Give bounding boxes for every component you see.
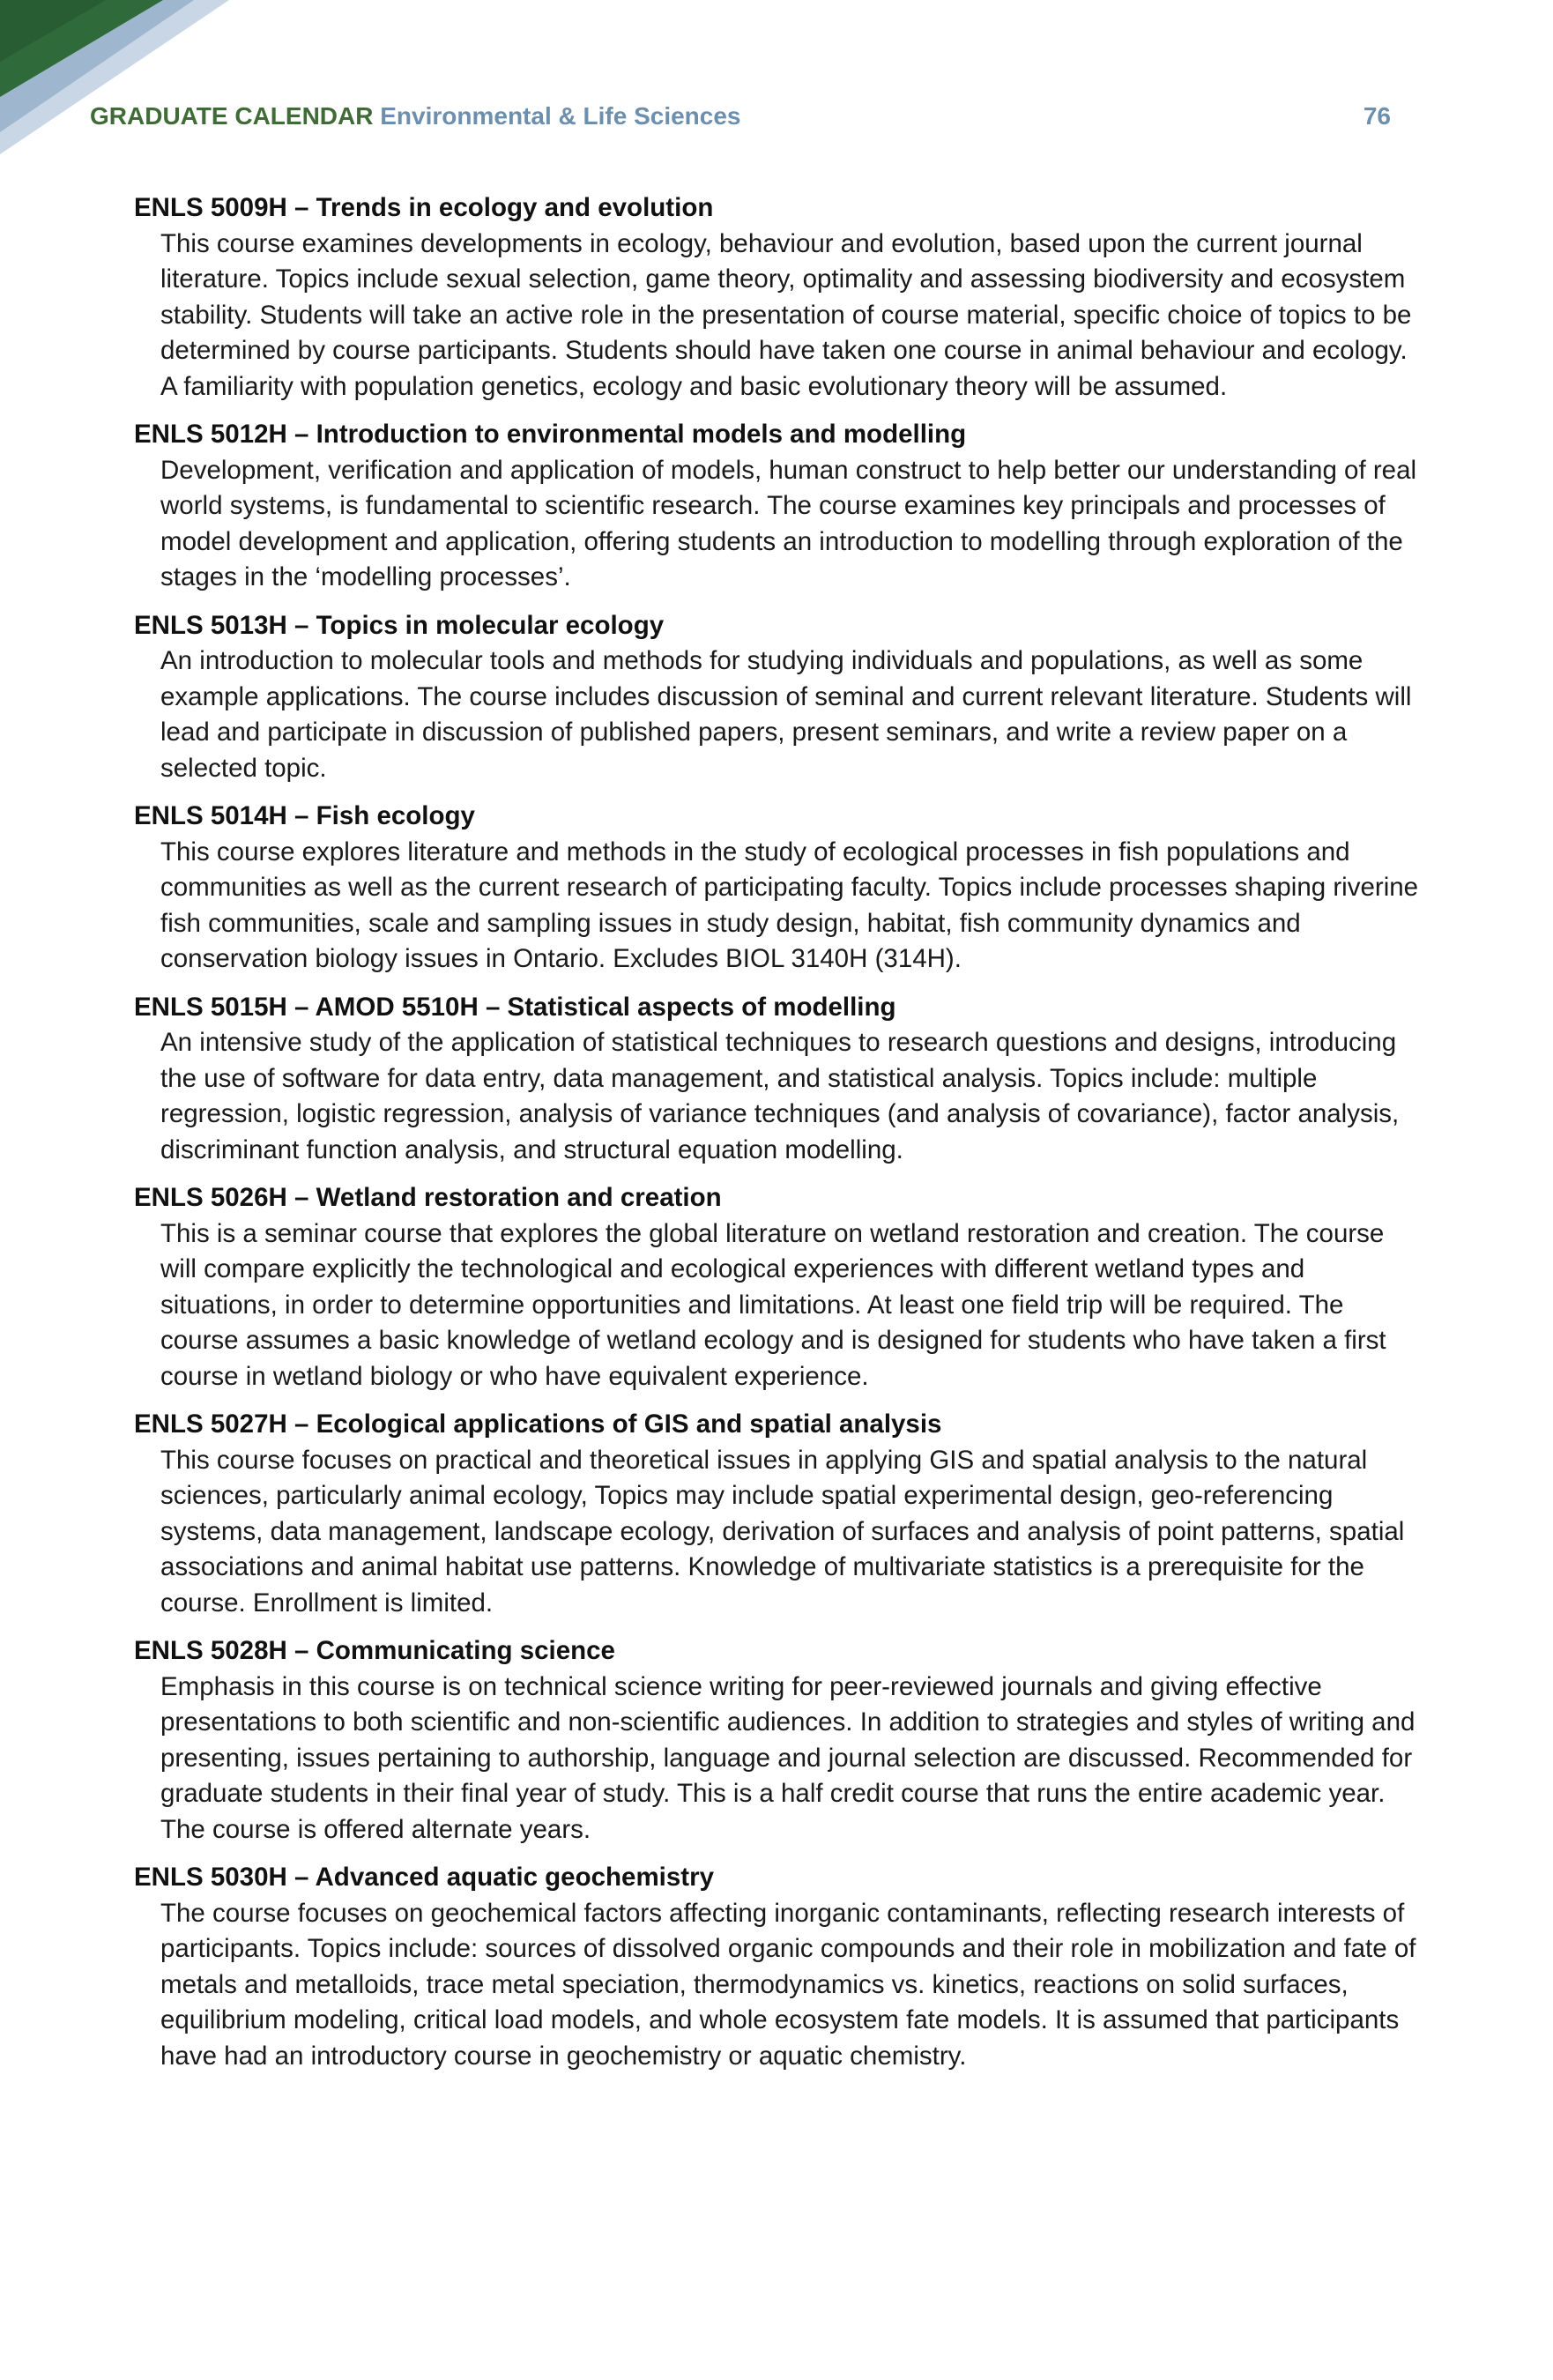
course-entry	[134, 799, 1421, 978]
running-header	[90, 99, 1391, 134]
corner-decoration	[0, 0, 238, 159]
course-title: ENLS 5015H – AMOD 5510H – Statistical aspects of modelling	[134, 992, 896, 1022]
course-title: ENLS 5027H – Ecological applications of GIS and spatial analysis	[134, 1409, 942, 1439]
course-description: An intensive study of the application of statistical techniques to research questions and designs, introducing the use of software for data entry, data management, and statistical analysis. Topics include: multiple regression, logistic regression, analysis of variance techniques (and analysis of covariance), factor analysis, discriminant function analysis, and structural equation modelling.	[160, 1028, 1400, 1164]
course-title: ENLS 5009H – Trends in ecology and evolution	[134, 193, 714, 222]
course-entry	[134, 190, 1421, 405]
course-entry	[134, 417, 1421, 596]
course-entry	[134, 1407, 1421, 1621]
course-description: This course explores literature and methods in the study of ecological processes in fish populations and communities as well as the current research of participating faculty. Topics include processes shaping riverine fish communities, scale and sampling issues in study design, habitat, fish community dynamics and conservation biology issues in Ontario. Excludes BIOL 3140H (314H).	[160, 837, 1419, 973]
course-title: ENLS 5026H – Wetland restoration and creation	[134, 1183, 722, 1212]
course-entry	[134, 1180, 1421, 1395]
course-description: Emphasis in this course is on technical science writing for peer-reviewed journals and giving effective presentations to both scientific and non-scientific audiences. In addition to strategies and styles of writing and presenting, issues pertaining to authorship, language and journal selection are discussed. Recommended for graduate students in their final year of study. This is a half credit course that runs the entire academic year. The course is offered alternate years.	[160, 1671, 1416, 1844]
course-description: This course examines developments in ecology, behaviour and evolution, based upon the current journal literature. Topics include sexual selection, game theory, optimality and assessing biodiversity and ecosystem stability. Students will take an active role in the presentation of course material, specific choice of topics to be determined by course participants. Students should have taken one course in animal behaviour and ecology. A familiarity with population genetics, ecology and basic evolutionary theory will be assumed.	[160, 228, 1412, 401]
course-description: Development, verification and application of models, human construct to help better our understanding of real world systems, is fundamental to scientific research. The course examines key principals and processes of model development and application, offering students an introduction to modelling through exploration of the stages in the ‘modelling processes’.	[160, 455, 1417, 591]
course-entry	[134, 608, 1421, 787]
course-description: This course focuses on practical and theoretical issues in applying GIS and spatial analysis to the natural sciences, particularly animal ecology, Topics may include spatial experimental design, geo-referencing systems, data management, landscape ecology, derivation of surfaces and analysis of point patterns, spatial associations and animal habitat use patterns. Knowledge of multivariate statistics is a prerequisite for the course. Enrollment is limited.	[160, 1445, 1405, 1618]
course-title: ENLS 5028H – Communicating science	[134, 1636, 615, 1665]
course-list	[134, 190, 1421, 2086]
course-description: This is a seminar course that explores the global literature on wetland restoration and creation. The course will compare explicitly the technological and ecological experiences with different wetland types and situations, in order to determine opportunities and limitations. At least one field trip will be required. The course assumes a basic knowledge of wetland ecology and is designed for students who have taken a first course in wetland biology or who have equivalent experience.	[160, 1218, 1386, 1391]
course-title: ENLS 5013H – Topics in molecular ecology	[134, 610, 665, 640]
course-entry	[134, 1860, 1421, 2074]
course-title: ENLS 5014H – Fish ecology	[134, 801, 475, 830]
course-entry	[134, 990, 1421, 1169]
header-calendar-title: GRADUATE CALENDAR	[90, 102, 374, 130]
course-description: An introduction to molecular tools and methods for studying individuals and populations, as well as some example applications. The course includes discussion of seminal and current relevant literature. Students will lead and participate in discussion of published papers, present seminars, and write a review paper on a selected topic.	[160, 646, 1412, 783]
course-entry	[134, 1633, 1421, 1848]
header-section-title: Environmental & Life Sciences	[380, 102, 741, 130]
page-number: 76	[1363, 102, 1391, 130]
course-description: The course focuses on geochemical factors affecting inorganic contaminants, reflecting research interests of participants. Topics include: sources of dissolved organic compounds and their role in mobilization and fate of metals and metalloids, trace metal speciation, thermodynamics vs. kinetics, reactions on solid surfaces, equilibrium modeling, critical load models, and whole ecosystem fate models. It is assumed that participants have had an introductory course in geochemistry or aquatic chemistry.	[160, 1898, 1416, 2071]
course-title: ENLS 5030H – Advanced aquatic geochemistry	[134, 1863, 714, 1892]
course-title: ENLS 5012H – Introduction to environmental models and modelling	[134, 420, 967, 449]
